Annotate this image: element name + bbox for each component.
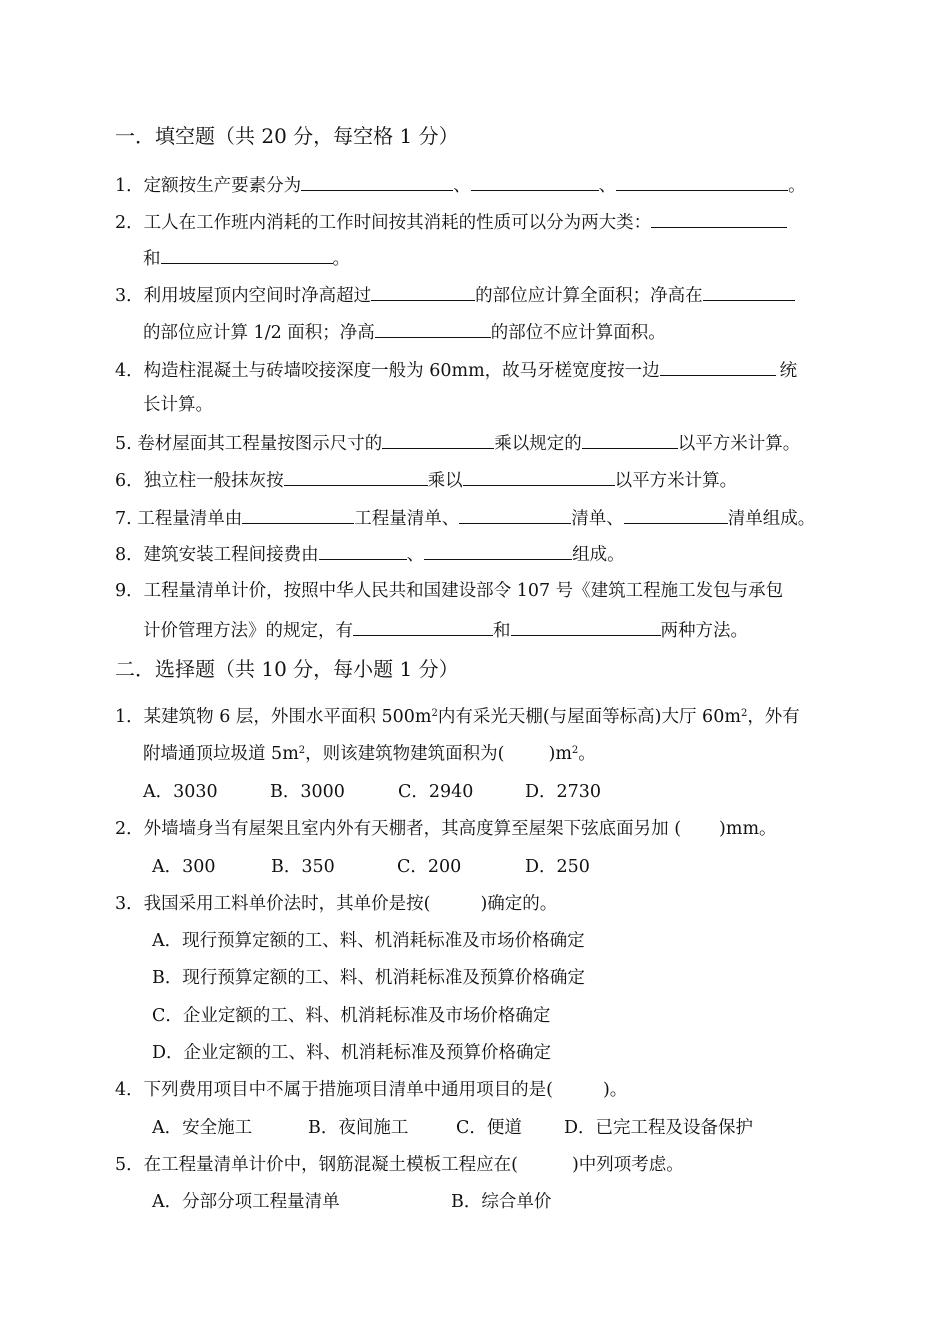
question-number: 9．: [115, 581, 144, 601]
question-8: 8．建筑安装工程间接费由 、 组成。: [115, 541, 625, 567]
question-2-cont: 和 。: [143, 245, 350, 271]
option-a[interactable]: A．现行预算定额的工、料、机消耗标准及市场价格确定: [152, 931, 585, 951]
question-number: 5.: [115, 434, 132, 454]
question-1: 1．定额按生产要素分为 、 、 。: [115, 172, 806, 198]
question-9-cont: 计价管理方法》的规定，有 和 两种方法。: [143, 617, 748, 643]
question-number: 4．: [115, 1080, 144, 1100]
option-a[interactable]: A．300: [152, 857, 216, 877]
question-number: 7.: [115, 509, 132, 529]
section-heading: 一．填空题（共 20 分，每空格 1 分）: [115, 124, 459, 148]
question-7: 7. 工程量清单由 工程量清单、 清单、 清单组成。: [115, 505, 815, 531]
option-d[interactable]: D．2730: [525, 782, 602, 802]
option-a[interactable]: A．3030: [143, 782, 218, 802]
question-number: 8．: [115, 545, 144, 565]
answer-blank[interactable]: [703, 282, 795, 301]
question-number: 5．: [115, 1155, 144, 1175]
answer-blank[interactable]: [582, 430, 678, 449]
option-a[interactable]: A．分部分项工程量清单: [152, 1192, 340, 1212]
question-number: 1．: [115, 176, 144, 196]
option-b[interactable]: B．350: [271, 857, 335, 877]
option-b[interactable]: B．3000: [270, 782, 345, 802]
answer-blank[interactable]: [284, 467, 428, 486]
question-number: 2．: [115, 819, 144, 839]
option-c[interactable]: C．企业定额的工、料、机消耗标准及市场价格确定: [152, 1006, 551, 1026]
option-c[interactable]: C．200: [397, 857, 462, 877]
answer-blank[interactable]: [471, 172, 599, 191]
question-9: 9．工程量清单计价，按照中华人民共和国建设部令 107 号《建筑工程施工发包与承包: [115, 581, 784, 601]
answer-blank[interactable]: [459, 505, 571, 524]
question-6: 6．独立柱一般抹灰按 乘以 以平方米计算。: [115, 467, 737, 493]
option-b[interactable]: B．综合单价: [451, 1192, 552, 1212]
answer-blank[interactable]: [375, 319, 491, 338]
question-5: 5. 卷材屋面其工程量按图示尺寸的 乘以规定的 以平方米计算。: [115, 430, 800, 456]
question-4: 4．构造柱混凝土与砖墙咬接深度一般为 60mm，故马牙槎宽度按一边 统: [115, 357, 797, 383]
mc-question-2: 2．外墙墙身当有屋架且室内外有天棚者，其高度算至屋架下弦底面另加 ( )mm。: [115, 819, 777, 839]
question-4-cont: 长计算。: [143, 395, 213, 415]
answer-blank[interactable]: [624, 505, 728, 524]
mc-question-1: 1．某建筑物 6 层，外围水平面积 $500m^2$内有采光天棚(与屋面等标高)大厅 $60m^2$，外有: [115, 707, 800, 727]
question-number: 4．: [115, 361, 144, 381]
option-c[interactable]: C．便道: [456, 1118, 522, 1138]
option-d[interactable]: D．企业定额的工、料、机消耗标准及预算价格确定: [152, 1043, 552, 1063]
mc-question-1-cont: 附墙通顶垃圾道 $5m^2$，则该建筑物建筑面积为( )$m^2$。: [143, 744, 596, 764]
question-number: 3．: [115, 286, 144, 306]
mc-question-5: 5．在工程量清单计价中，钢筋混凝土模板工程应在( )中列项考虑。: [115, 1155, 684, 1175]
question-number: 1．: [115, 707, 144, 727]
answer-blank[interactable]: [319, 541, 407, 560]
question-number: 3．: [115, 894, 144, 914]
option-c[interactable]: C．2940: [398, 782, 474, 802]
question-3: 3．利用坡屋顶内空间时净高超过 的部位应计算全面积；净高在: [115, 282, 795, 308]
answer-blank[interactable]: [371, 282, 475, 301]
answer-blank[interactable]: [424, 541, 572, 560]
question-number: 2．: [115, 213, 144, 233]
answer-blank[interactable]: [616, 172, 788, 191]
answer-blank[interactable]: [382, 430, 494, 449]
answer-blank[interactable]: [651, 209, 787, 228]
answer-blank[interactable]: [353, 617, 493, 636]
option-d[interactable]: D．250: [525, 857, 590, 877]
section-heading: 二．选择题（共 10 分，每小题 1 分）: [115, 657, 459, 681]
answer-blank[interactable]: [301, 172, 453, 191]
option-d[interactable]: D．已完工程及设备保护: [564, 1118, 754, 1138]
option-b[interactable]: B．现行预算定额的工、料、机消耗标准及预算价格确定: [152, 968, 585, 988]
option-a[interactable]: A．安全施工: [152, 1118, 253, 1138]
question-3-cont: 的部位应计算 1/2 面积；净高 的部位不应计算面积。: [143, 319, 666, 345]
answer-blank[interactable]: [161, 245, 333, 264]
question-number: 6．: [115, 471, 144, 491]
answer-blank[interactable]: [511, 617, 661, 636]
question-2: 2．工人在工作班内消耗的工作时间按其消耗的性质可以分为两大类：: [115, 209, 787, 235]
mc-question-4: 4．下列费用项目中不属于措施项目清单中通用项目的是( )。: [115, 1080, 628, 1100]
answer-blank[interactable]: [463, 467, 615, 486]
answer-blank[interactable]: [660, 357, 776, 376]
mc-question-3: 3．我国采用工料单价法时，其单价是按( )确定的。: [115, 894, 558, 914]
answer-blank[interactable]: [242, 505, 354, 524]
option-b[interactable]: B．夜间施工: [308, 1118, 409, 1138]
